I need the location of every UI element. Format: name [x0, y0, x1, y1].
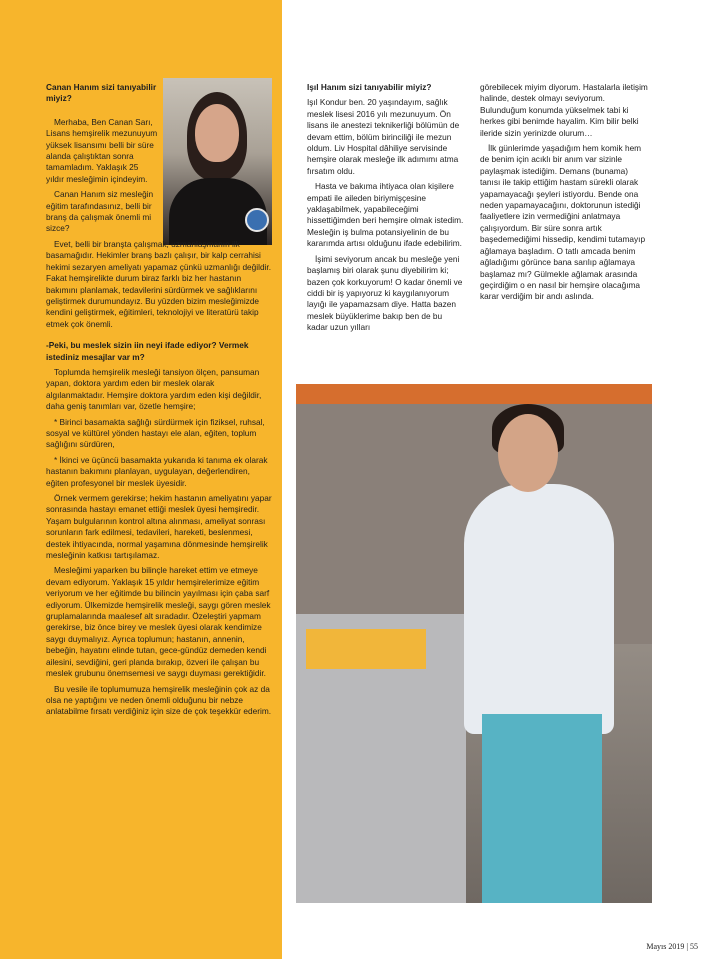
page-footer: Mayıs 2019 | 55 — [646, 942, 698, 951]
left-paragraph: Evet, belli bir branşta çalışmak, uzmanlaşmanın ilk basamağıdır. Hekimler branş bazlı çalışır, bir kalp cerrahisi hekimi sezaryen ameliyatı yapamaz çünkü uzmanlığı değildir. Fakat hemşirelikte durum biraz farklı biz her hastanın bakımını planlamak, tedavilerini sürdürmek ve sağlıklarını geliştirmek durumundayız. Bu yüzden bizim mesleğimizde kendini geliştirmek, eğitimleri, teknolojiyi ve literatürü takip etmek çok önemli. — [46, 238, 272, 329]
left-paragraph: Mesleğimi yaparken bu bilinçle hareket ettim ve etmeye devam ediyorum. Yaklaşık 15 yıldır hemşirelerimize eğitim veriyorum ve her eğitimde bu bilincin yayılması için çaba sarf ediyorum. Ülkemizde hemşirelik mesleği, saygı gören meslek gruplamalarında maalesef alt sıradadır. Özeleştiri yapmam gerekirse, biz önce birey ve meslek üyesi olarak kendimize saygı duymalıyız. Ayrıca toplumun; hastanın, annenin, bebeğin, hayatını elinde tutan, gece-gündüz demeden kendi ailesini, sevdiğini, geri planda bırakıp, özveri ile çalışan bu meslek grubunu önemsemesi ve saygı duyması gerektiğidir. — [46, 565, 271, 679]
middle-paragraph: Hasta ve bakıma ihtiyaca olan kişilere empati ile aileden biriymişçesine yaklaşabilmek, yapabileceğimi hissettiğimden beri hemşire olmak istedim. Mesleğin iş bulma potansiyelinin de bu kararımda artısı olduğunu ifade edebilirim. — [307, 181, 464, 249]
middle-paragraph: Işıl Kondur ben. 20 yaşındayım, sağlık meslek lisesi 2016 yılı mezunuyum. Ön lisans ile anestezi teknikerliği bölümün de devam ettim, bölüm birinciliği ile mezun oldum. Liv Hospital dâhiliye servisinde hemşire olarak mesleğe ilk adımımı atma fırsatım oldu. — [307, 97, 460, 176]
middle-heading: Işıl Hanım sizi tanıyabilir miyiz? — [307, 82, 432, 92]
left-paragraph: Örnek vermem gerekirse; hekim hastanın ameliyatını yapar sonrasında hastayı emanet ettiği meslek üyesi hemşiredir. Yaşam bulgularının kontrol altına alınması, ameliyat sonrası sorunların fark edilmesi, tedavileri, hareketi, beslenmesi, destek ihtiyacında, normal yaşamına dönmesinde hemşirelik mesleğinin katkısı tartışılamaz. — [46, 493, 272, 561]
left-paragraph: Merhaba, Ben Canan Sarı, Lisans hemşirelik mezunuyum yüksek lisansımı belli bir süre alanda çalıştıktan sonra tamamladım. Yaklaşık 25 yıldır mesleğimin içindeyim. — [46, 116, 158, 184]
left-paragraph: * Birinci basamakta sağlığı sürdürmek için fiziksel, ruhsal, sosyal ve kültürel yönden hastayı ele alan, eğiten, toplum sağlığını sürdüren, — [46, 416, 265, 450]
left-paragraph: * İkinci ve üçüncü basamakta yukarıda ki tanıma ek olarak hastanın bakımını planlayan, uygulayan, değerlendiren, eğiten profesyonel bir meslek üyesidir. — [46, 454, 268, 488]
left-paragraph: Toplumda hemşirelik mesleği tansiyon ölçen, pansuman yapan, doktora yardım eden bir meslek olarak algılanmaktadır. Hemşire doktora yardım eden kişi değildir, daha geniş tanımları var, özetle hemşire; — [46, 366, 262, 412]
middle-column — [307, 82, 465, 338]
photo-nurse-isil — [296, 384, 652, 903]
left-paragraph: Canan Hanım siz mesleğin eğitim tarafındasınız, belli bir branş da çalışmak önemli mi sizce? — [46, 189, 154, 234]
right-paragraph: İlk günlerimde yaşadığım hem komik hem de benim için acıklı bir anım var sizinle paylaşmak istediğim. Demans (bunama) tanısı ile takip ettiğim hastam sürekli olarak yapamayacağı şeyleri istiyordu. Bende ona neden yapamayacağını, doktorunun istediği faaliyetlere izin vermediğini anlatmaya çalışıyordum. Bir süre sonra artık başedemediğimi hissedip, kendimi tutamayıp ağlamaya başladım. O tatlı amcada benim ağladığımı görünce bana sarılıp ağlamaya başlamaz mı? Gülmekle ağlamak arasında geçirdiğim o en nasıl bir hemşire olacağıma karar verdiğim bir andı aslında. — [480, 143, 646, 302]
right-paragraph: görebilecek miyim diyorum. Hastalarla iletişim halinde, destek olmayı seviyorum. Bulunduğum konumda yükselmek tabi ki herkes gibi benimde hayalim. Kim bilir belki ileride sizin yerinizde olurum… — [480, 82, 648, 138]
middle-paragraph: İşimi seviyorum ancak bu mesleğe yeni başlamış biri olarak şunu diyebilirim ki; bazen çok korkuyorum! O kadar önemli ve ciddi bir iş yapıyoruz ki kaygılanıyorum layığı ile yapamazsam diye. Hatta bazen meslek büyüklerime bakıp ben de bu kadar uzun yılları — [307, 253, 463, 333]
left-column — [46, 82, 272, 722]
left-question: -Peki, bu meslek sizin iin neyi ifade ediyor? Vermek istediniz mesajlar var m? — [46, 340, 249, 362]
left-heading: Canan Hanım sizi tanıyabilir miyiz? — [46, 82, 157, 104]
left-paragraph: Bu vesile ile toplumumuza hemşirelik mesleğinin çok az da olsa ne yaptığını ve neden önemli olduğunu bir nebze anlatabilme fırsatı verdiğiniz için size de çok teşekkür ederim. — [46, 683, 272, 717]
right-column — [480, 82, 650, 307]
